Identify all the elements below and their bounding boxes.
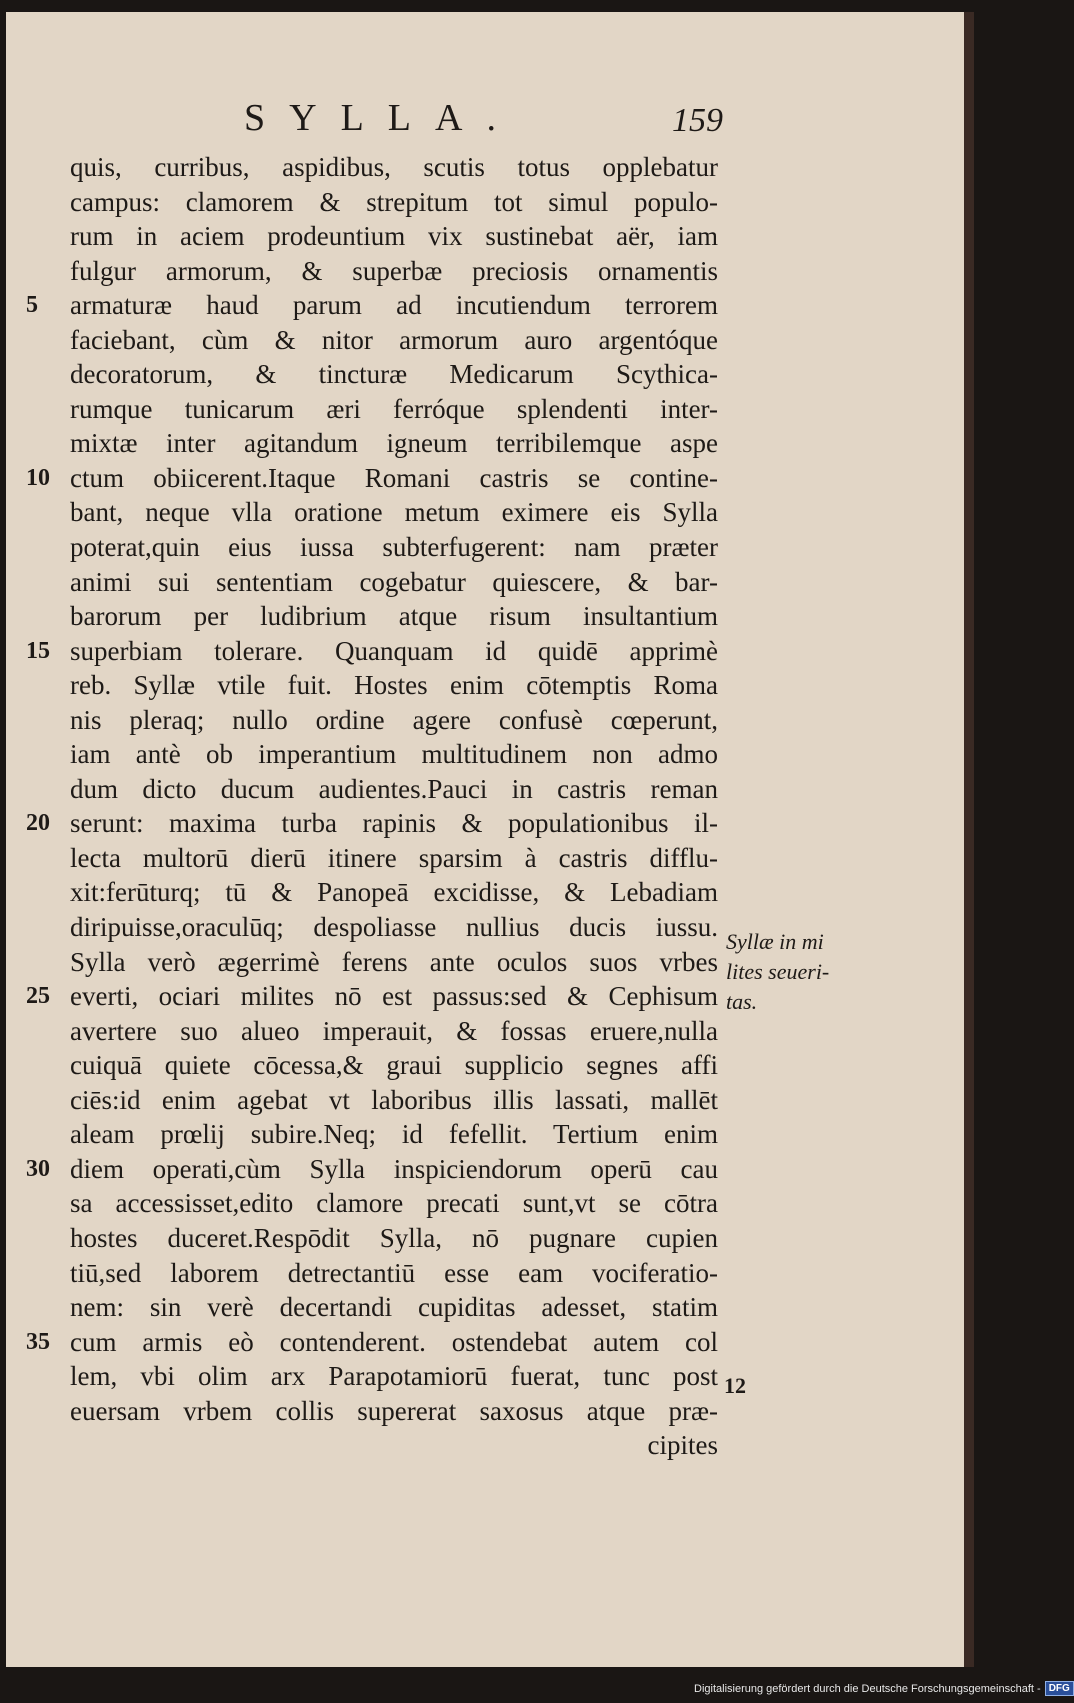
- text-line: [26, 1325, 718, 1360]
- line-text: armaturæ haud parum ad incutiendum terrorem: [70, 290, 718, 321]
- text-line: [70, 150, 718, 185]
- text-line: [70, 1359, 718, 1394]
- line-text: lem, vbi olim arx Parapotamiorū fuerat, tunc post: [70, 1361, 718, 1392]
- line-text: bant, neque vlla oratione metum eximere eis Sylla: [70, 497, 718, 528]
- text-line: [70, 357, 718, 392]
- text-line: [70, 1290, 718, 1325]
- line-text: mixtæ inter agitandum igneum terribilemque aspe: [70, 428, 718, 459]
- text-line: [70, 1186, 718, 1221]
- body-text: [26, 150, 718, 1463]
- line-number: 15: [26, 637, 50, 664]
- line-text: sa accessisset,edito clamore precati sunt,vt se cōtra: [70, 1188, 718, 1219]
- catchword: cipites: [647, 1430, 718, 1461]
- line-text: decoratorum, & tincturæ Medicarum Scythica-: [70, 359, 718, 390]
- line-text: cum armis eò contenderent. ostendebat autem col: [70, 1326, 718, 1357]
- line-number: 35: [26, 1328, 50, 1355]
- running-title: SYLLA.: [244, 97, 520, 139]
- line-text: aleam prœlij subire.Neq; id fefellit. Tertium enim: [70, 1119, 718, 1150]
- text-line: [70, 875, 718, 910]
- text-line: [70, 772, 718, 807]
- text-line: [70, 703, 718, 738]
- line-text: tiū,sed laborem detrectantiū esse eam vociferatio-: [70, 1257, 718, 1288]
- text-line: [70, 254, 718, 289]
- line-text: campus: clamorem & strepitum tot simul populo-: [70, 186, 718, 217]
- text-line: [70, 185, 718, 220]
- line-text: ciēs:id enim agebat vt laboribus illis lassati, mallēt: [70, 1084, 718, 1115]
- line-number: 30: [26, 1155, 50, 1182]
- text-line: [26, 461, 718, 496]
- line-text: nis pleraq; nullo ordine agere confusè cœperunt,: [70, 704, 718, 735]
- dfg-logo: DFG: [1045, 1681, 1074, 1696]
- marginal-note-line: tas.: [726, 989, 758, 1014]
- text-line: [70, 599, 718, 634]
- text-line: [70, 737, 718, 772]
- line-text: rumque tunicarum æri ferróque splendenti inter-: [70, 393, 718, 424]
- text-line: [70, 1014, 718, 1049]
- text-line: [70, 1048, 718, 1083]
- line-text: euersam vrbem collis supererat saxosus atque præ-: [70, 1395, 718, 1426]
- text-line: [26, 806, 718, 841]
- line-text: diem operati,cùm Sylla inspiciendorum operū cau: [70, 1153, 718, 1184]
- line-text: quis, curribus, aspidibus, scutis totus opplebatur: [70, 152, 718, 182]
- line-text: dum dicto ducum audientes.Pauci in castris reman: [70, 773, 718, 804]
- text-line: [70, 426, 718, 461]
- text-line: [26, 1152, 718, 1187]
- text-line: [70, 668, 718, 703]
- text-line: [70, 1394, 718, 1429]
- line-text: ctum obiicerent.Itaque Romani castris se contine-: [70, 462, 718, 493]
- line-text: poterat,quin eius iussa subterfugerent: nam præter: [70, 532, 718, 563]
- page-number: 159: [672, 102, 723, 139]
- line-number: 20: [26, 810, 50, 837]
- text-line: [70, 1256, 718, 1291]
- marginal-note-line: Syllæ in mi: [726, 929, 824, 954]
- line-text: serunt: maxima turba rapinis & populationibus il-: [70, 808, 718, 839]
- line-text: everti, ociari milites nō est passus:sed & Cephisum: [70, 981, 718, 1012]
- marginal-note: [726, 927, 846, 1017]
- line-text: Sylla verò ægerrimè ferens ante oculos suos vrbes: [70, 946, 718, 977]
- line-text: fulgur armorum, & superbæ preciosis ornamentis: [70, 255, 718, 286]
- text-line: [70, 530, 718, 565]
- line-text: hostes duceret.Respōdit Sylla, nō pugnare cupien: [70, 1222, 718, 1253]
- line-number: 25: [26, 983, 50, 1010]
- credit-text: Digitalisierung gefördert durch die Deutsche Forschungsgemeinschaft -: [694, 1682, 1041, 1695]
- text-line: [26, 288, 718, 323]
- line-number: 5: [26, 292, 38, 319]
- text-line: [26, 634, 718, 669]
- text-line: [70, 219, 718, 254]
- line-text: reb. Syllæ vtile fuit. Hostes enim cōtemptis Roma: [70, 670, 718, 701]
- line-number: 10: [26, 464, 50, 491]
- signature-mark: 12: [724, 1373, 746, 1398]
- line-text: iam antè ob imperantium multitudinem non admo: [70, 739, 718, 770]
- text-line: [26, 979, 718, 1014]
- line-text: faciebant, cùm & nitor armorum auro argentóque: [70, 324, 718, 355]
- text-line: [70, 841, 718, 876]
- text-line: [70, 945, 718, 980]
- text-line: [70, 392, 718, 427]
- line-text: animi sui sententiam cogebatur quiescere, & bar-: [70, 566, 718, 597]
- text-line: [70, 1117, 718, 1152]
- line-text: xit:ferūturq; tū & Panopeā excidisse, & Lebadiam: [70, 877, 718, 908]
- line-text: lecta multorū dierū itinere sparsim à castris difflu-: [70, 842, 718, 873]
- text-line: [70, 910, 718, 945]
- book-page: [6, 12, 974, 1667]
- line-text: barorum per ludibrium atque risum insultantium: [70, 601, 718, 632]
- text-line: [70, 495, 718, 530]
- text-line: [70, 1083, 718, 1118]
- text-line: [70, 1221, 718, 1256]
- text-line: [70, 565, 718, 600]
- line-text: superbiam tolerare. Quanquam id quidē apprimè: [70, 635, 718, 666]
- line-text: diripuisse,oraculūq; despoliasse nullius ducis iussu.: [70, 912, 718, 943]
- digitization-credit: [694, 1681, 1074, 1696]
- line-text: cuiquā quiete cōcessa,& graui supplicio segnes affi: [70, 1050, 718, 1081]
- line-text: rum in aciem prodeuntium vix sustinebat aër, iam: [70, 221, 718, 252]
- line-text: nem: sin verè decertandi cupiditas adesset, statim: [70, 1292, 718, 1323]
- text-line: [70, 323, 718, 358]
- marginal-note-line: lites seueri-: [726, 959, 830, 984]
- line-text: avertere suo alueo imperauit, & fossas eruere,nulla: [70, 1015, 718, 1046]
